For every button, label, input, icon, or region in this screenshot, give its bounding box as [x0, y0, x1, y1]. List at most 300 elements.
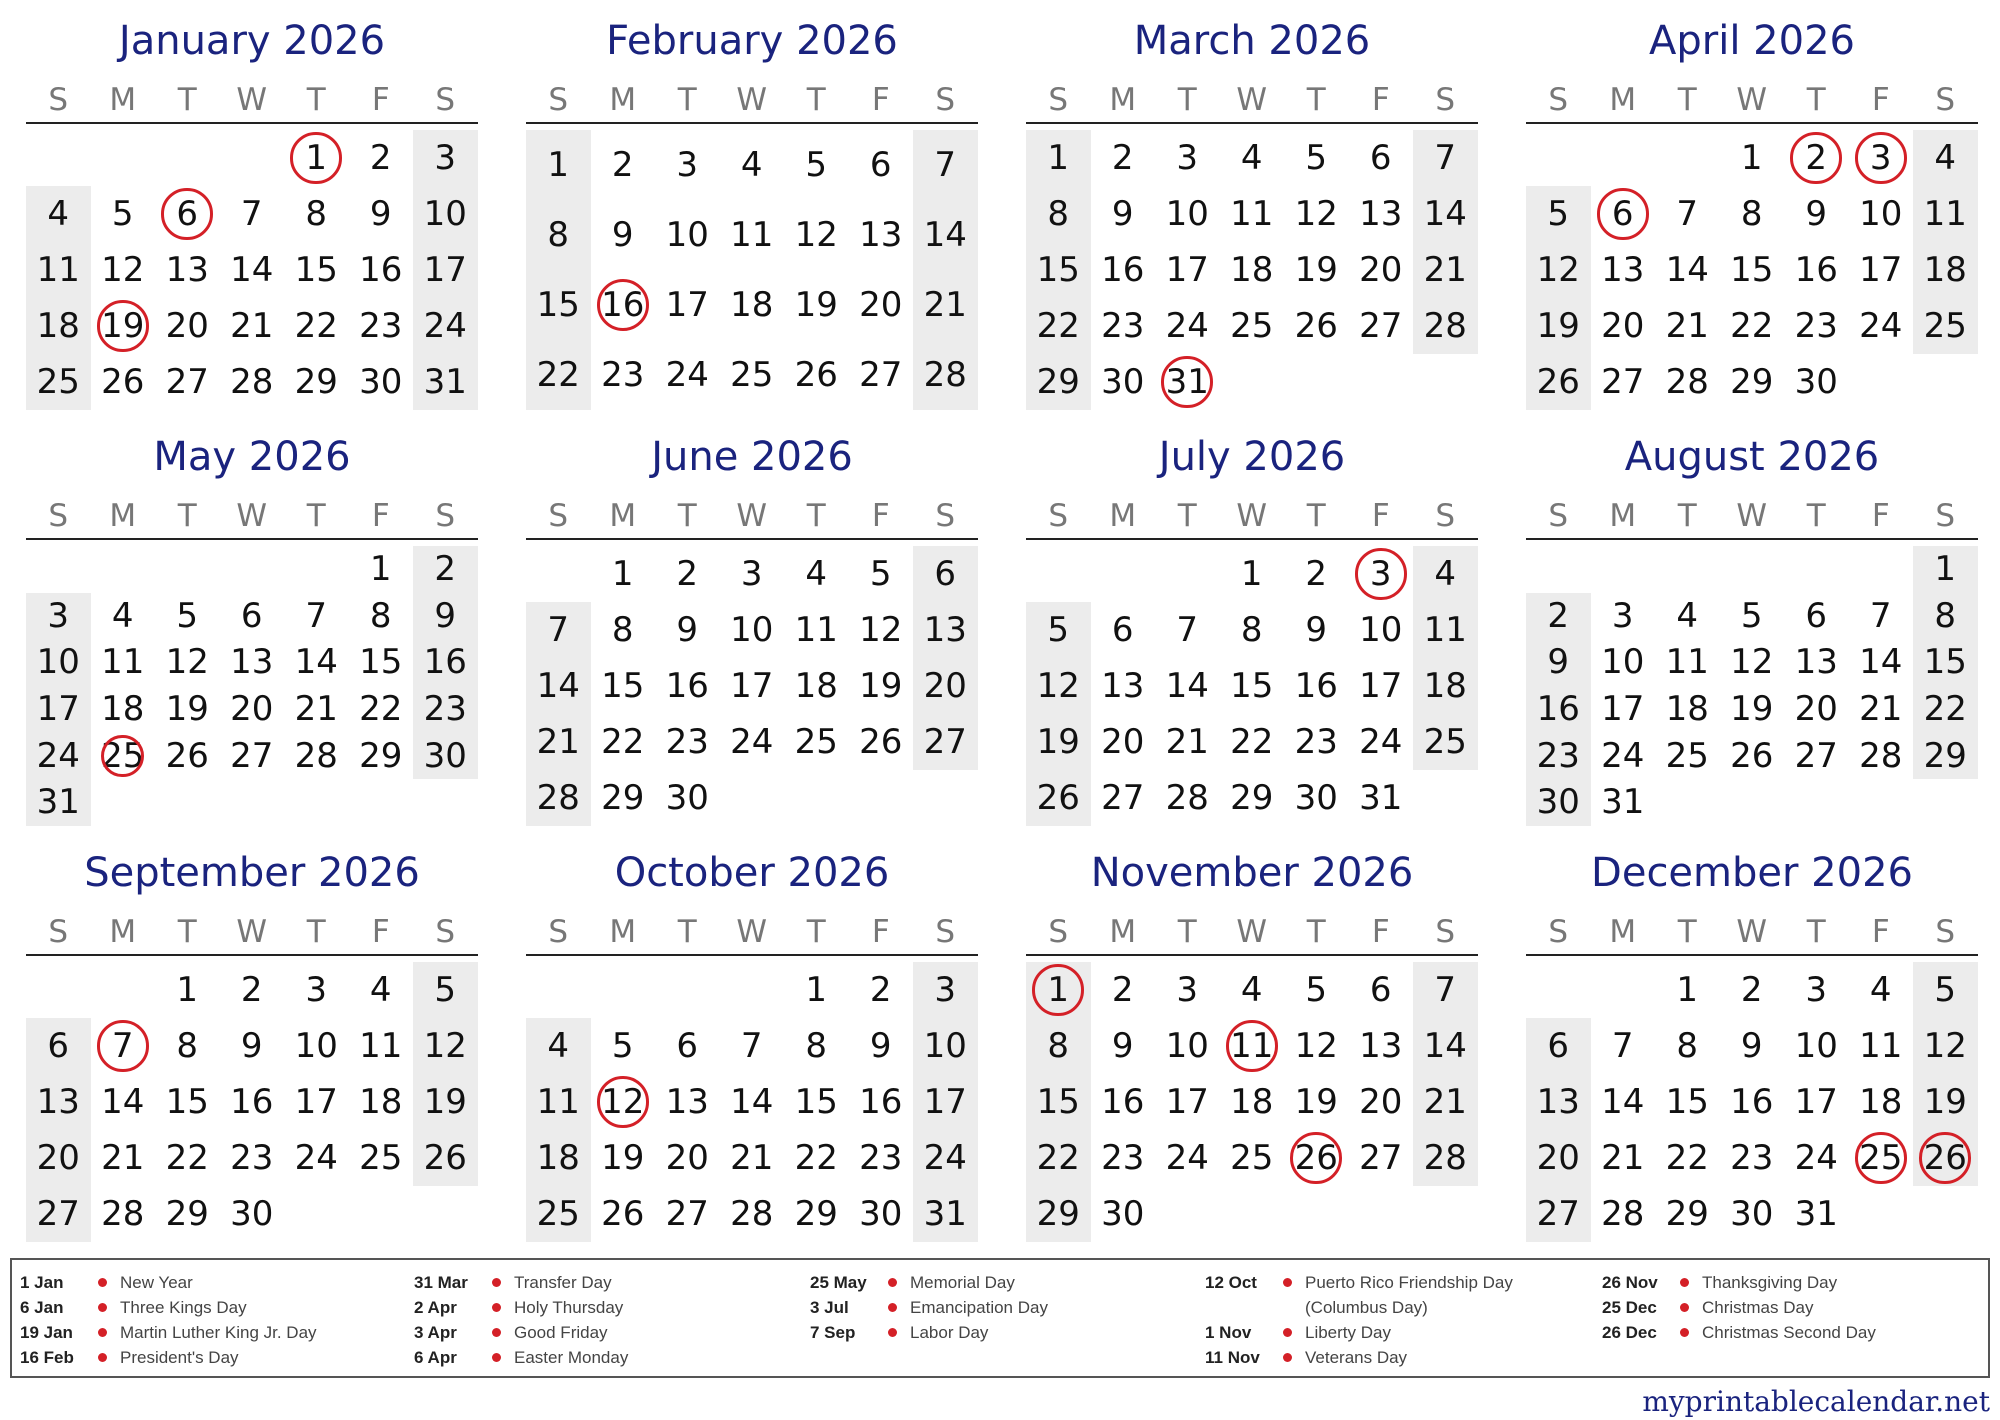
day-cell[interactable]: 1: [305, 138, 328, 178]
day-cell[interactable]: 1: [1934, 549, 1957, 589]
day-cell[interactable]: 16: [1794, 250, 1838, 290]
day-cell[interactable]: 10: [294, 1026, 338, 1066]
day-cell[interactable]: 8: [369, 595, 392, 636]
day-cell[interactable]: 9: [1305, 610, 1328, 650]
day-cell[interactable]: 13: [1536, 1082, 1580, 1122]
day-cell[interactable]: 23: [859, 1138, 903, 1178]
day-cell[interactable]: 6: [240, 595, 263, 636]
day-cell[interactable]: 13: [1794, 642, 1838, 683]
day-cell[interactable]: 8: [1740, 194, 1763, 234]
day-cell[interactable]: 24: [294, 1138, 338, 1178]
day-cell[interactable]: 11: [1230, 194, 1274, 234]
day-cell[interactable]: 18: [359, 1082, 403, 1122]
day-cell[interactable]: 15: [1665, 1082, 1709, 1122]
day-cell[interactable]: 30: [423, 735, 467, 776]
day-cell[interactable]: 12: [1923, 1026, 1967, 1066]
day-cell[interactable]: 12: [1294, 1026, 1338, 1066]
day-cell[interactable]: 20: [36, 1138, 80, 1178]
day-cell[interactable]: 13: [36, 1082, 80, 1122]
day-cell[interactable]: 11: [730, 215, 774, 255]
day-cell[interactable]: 29: [1923, 735, 1967, 776]
day-cell[interactable]: 23: [1294, 722, 1338, 762]
day-cell[interactable]: 16: [601, 285, 645, 325]
day-cell[interactable]: 4: [1869, 970, 1892, 1010]
day-cell[interactable]: 24: [1859, 306, 1903, 346]
day-cell[interactable]: 26: [1923, 1138, 1967, 1178]
day-cell[interactable]: 31: [1359, 778, 1403, 818]
day-cell[interactable]: 13: [230, 642, 274, 683]
day-cell[interactable]: 18: [730, 285, 774, 325]
day-cell[interactable]: 17: [423, 250, 467, 290]
day-cell[interactable]: 29: [165, 1194, 209, 1234]
day-cell[interactable]: 15: [794, 1082, 838, 1122]
day-cell[interactable]: 30: [1101, 362, 1145, 402]
day-cell[interactable]: 19: [1036, 722, 1080, 762]
day-cell[interactable]: 6: [47, 1026, 70, 1066]
day-cell[interactable]: 7: [111, 1026, 134, 1066]
day-cell[interactable]: 26: [1536, 362, 1580, 402]
day-cell[interactable]: 29: [1036, 362, 1080, 402]
day-cell[interactable]: 21: [536, 722, 580, 762]
day-cell[interactable]: 8: [1047, 1026, 1070, 1066]
day-cell[interactable]: 22: [359, 689, 403, 729]
day-cell[interactable]: 22: [794, 1138, 838, 1178]
day-cell[interactable]: 2: [240, 970, 263, 1010]
day-cell[interactable]: 26: [859, 722, 903, 762]
day-cell[interactable]: 9: [434, 595, 457, 636]
day-cell[interactable]: 11: [36, 250, 80, 290]
day-cell[interactable]: 28: [1601, 1194, 1645, 1234]
day-cell[interactable]: 11: [1665, 642, 1709, 683]
day-cell[interactable]: 30: [359, 362, 403, 402]
day-cell[interactable]: 28: [294, 735, 338, 776]
day-cell[interactable]: 20: [1794, 689, 1838, 729]
day-cell[interactable]: 18: [1230, 250, 1274, 290]
day-cell[interactable]: 4: [47, 194, 70, 234]
day-cell[interactable]: 10: [730, 610, 774, 650]
day-cell[interactable]: 16: [423, 642, 467, 683]
day-cell[interactable]: 11: [101, 642, 145, 683]
day-cell[interactable]: 27: [1359, 306, 1403, 346]
day-cell[interactable]: 14: [1601, 1082, 1645, 1122]
day-cell[interactable]: 29: [794, 1194, 838, 1234]
day-cell[interactable]: 3: [676, 145, 699, 185]
day-cell[interactable]: 8: [611, 610, 634, 650]
day-cell[interactable]: 23: [1536, 735, 1580, 776]
day-cell[interactable]: 2: [1111, 970, 1134, 1010]
day-cell[interactable]: 22: [294, 306, 338, 346]
day-cell[interactable]: 6: [176, 194, 199, 234]
day-cell[interactable]: 4: [1676, 595, 1699, 636]
day-cell[interactable]: 22: [536, 355, 580, 395]
day-cell[interactable]: 24: [1601, 735, 1645, 776]
day-cell[interactable]: 27: [36, 1194, 80, 1234]
day-cell[interactable]: 22: [601, 722, 645, 762]
day-cell[interactable]: 18: [536, 1138, 580, 1178]
day-cell[interactable]: 21: [730, 1138, 774, 1178]
day-cell[interactable]: 14: [1165, 666, 1209, 706]
day-cell[interactable]: 15: [1230, 666, 1274, 706]
day-cell[interactable]: 2: [369, 138, 392, 178]
day-cell[interactable]: 27: [1794, 735, 1838, 776]
day-cell[interactable]: 12: [1730, 642, 1774, 683]
day-cell[interactable]: 24: [36, 735, 80, 776]
day-cell[interactable]: 4: [111, 595, 134, 636]
day-cell[interactable]: 28: [1859, 735, 1903, 776]
day-cell[interactable]: 3: [47, 595, 70, 636]
day-cell[interactable]: 9: [1111, 194, 1134, 234]
day-cell[interactable]: 13: [1359, 1026, 1403, 1066]
day-cell[interactable]: 6: [1547, 1026, 1570, 1066]
day-cell[interactable]: 1: [1047, 970, 1070, 1010]
day-cell[interactable]: 10: [1165, 1026, 1209, 1066]
day-cell[interactable]: 19: [601, 1138, 645, 1178]
day-cell[interactable]: 20: [1536, 1138, 1580, 1178]
day-cell[interactable]: 26: [165, 735, 209, 776]
day-cell[interactable]: 5: [176, 595, 199, 636]
day-cell[interactable]: 23: [1794, 306, 1838, 346]
day-cell[interactable]: 8: [1240, 610, 1263, 650]
day-cell[interactable]: 24: [423, 306, 467, 346]
day-cell[interactable]: 3: [740, 554, 763, 594]
day-cell[interactable]: 7: [1434, 970, 1457, 1010]
day-cell[interactable]: 28: [1423, 306, 1467, 346]
day-cell[interactable]: 9: [1111, 1026, 1134, 1066]
day-cell[interactable]: 29: [1230, 778, 1274, 818]
day-cell[interactable]: 22: [165, 1138, 209, 1178]
day-cell[interactable]: 14: [1859, 642, 1903, 683]
day-cell[interactable]: 1: [1676, 970, 1699, 1010]
day-cell[interactable]: 26: [1036, 778, 1080, 818]
day-cell[interactable]: 21: [294, 689, 338, 729]
day-cell[interactable]: 5: [1047, 610, 1070, 650]
day-cell[interactable]: 16: [359, 250, 403, 290]
day-cell[interactable]: 9: [1805, 194, 1828, 234]
day-cell[interactable]: 15: [1923, 642, 1967, 683]
day-cell[interactable]: 12: [1294, 194, 1338, 234]
day-cell[interactable]: 5: [1934, 970, 1957, 1010]
day-cell[interactable]: 10: [1165, 194, 1209, 234]
day-cell[interactable]: 15: [1036, 1082, 1080, 1122]
day-cell[interactable]: 13: [859, 215, 903, 255]
day-cell[interactable]: 30: [1794, 362, 1838, 402]
day-cell[interactable]: 18: [36, 306, 80, 346]
day-cell[interactable]: 22: [1730, 306, 1774, 346]
day-cell[interactable]: 28: [230, 362, 274, 402]
day-cell[interactable]: 21: [923, 285, 967, 325]
day-cell[interactable]: 7: [547, 610, 570, 650]
day-cell[interactable]: 7: [305, 595, 328, 636]
day-cell[interactable]: 10: [665, 215, 709, 255]
day-cell[interactable]: 10: [1859, 194, 1903, 234]
day-cell[interactable]: 5: [1305, 970, 1328, 1010]
day-cell[interactable]: 3: [1176, 970, 1199, 1010]
day-cell[interactable]: 21: [1665, 306, 1709, 346]
day-cell[interactable]: 2: [676, 554, 699, 594]
day-cell[interactable]: 13: [165, 250, 209, 290]
day-cell[interactable]: 25: [794, 722, 838, 762]
day-cell[interactable]: 2: [1111, 138, 1134, 178]
day-cell[interactable]: 4: [1240, 970, 1263, 1010]
day-cell[interactable]: 12: [165, 642, 209, 683]
day-cell[interactable]: 6: [1369, 970, 1392, 1010]
day-cell[interactable]: 19: [1536, 306, 1580, 346]
day-cell[interactable]: 18: [1859, 1082, 1903, 1122]
day-cell[interactable]: 17: [1165, 250, 1209, 290]
day-cell[interactable]: 5: [805, 145, 828, 185]
day-cell[interactable]: 2: [869, 970, 892, 1010]
day-cell[interactable]: 27: [165, 362, 209, 402]
day-cell[interactable]: 19: [859, 666, 903, 706]
day-cell[interactable]: 7: [934, 145, 957, 185]
day-cell[interactable]: 31: [1794, 1194, 1838, 1234]
day-cell[interactable]: 20: [923, 666, 967, 706]
day-cell[interactable]: 1: [1240, 554, 1263, 594]
day-cell[interactable]: 19: [1730, 689, 1774, 729]
day-cell[interactable]: 9: [240, 1026, 263, 1066]
day-cell[interactable]: 7: [240, 194, 263, 234]
day-cell[interactable]: 7: [1869, 595, 1892, 636]
day-cell[interactable]: 8: [547, 215, 570, 255]
day-cell[interactable]: 27: [1536, 1194, 1580, 1234]
day-cell[interactable]: 31: [1601, 782, 1645, 823]
day-cell[interactable]: 15: [536, 285, 580, 325]
day-cell[interactable]: 10: [36, 642, 80, 683]
day-cell[interactable]: 5: [611, 1026, 634, 1066]
day-cell[interactable]: 12: [794, 215, 838, 255]
day-cell[interactable]: 4: [805, 554, 828, 594]
day-cell[interactable]: 25: [1923, 306, 1967, 346]
day-cell[interactable]: 24: [923, 1138, 967, 1178]
day-cell[interactable]: 20: [1359, 250, 1403, 290]
day-cell[interactable]: 23: [359, 306, 403, 346]
day-cell[interactable]: 23: [1101, 1138, 1145, 1178]
day-cell[interactable]: 25: [1665, 735, 1709, 776]
day-cell[interactable]: 15: [1036, 250, 1080, 290]
day-cell[interactable]: 13: [665, 1082, 709, 1122]
day-cell[interactable]: 28: [101, 1194, 145, 1234]
day-cell[interactable]: 29: [359, 735, 403, 776]
day-cell[interactable]: 11: [1423, 610, 1467, 650]
day-cell[interactable]: 24: [730, 722, 774, 762]
day-cell[interactable]: 1: [176, 970, 199, 1010]
day-cell[interactable]: 20: [165, 306, 209, 346]
day-cell[interactable]: 9: [869, 1026, 892, 1066]
day-cell[interactable]: 14: [101, 1082, 145, 1122]
day-cell[interactable]: 21: [1601, 1138, 1645, 1178]
day-cell[interactable]: 12: [1036, 666, 1080, 706]
day-cell[interactable]: 11: [536, 1082, 580, 1122]
day-cell[interactable]: 22: [1036, 1138, 1080, 1178]
day-cell[interactable]: 26: [601, 1194, 645, 1234]
day-cell[interactable]: 30: [665, 778, 709, 818]
day-cell[interactable]: 16: [665, 666, 709, 706]
day-cell[interactable]: 15: [359, 642, 403, 683]
day-cell[interactable]: 13: [1601, 250, 1645, 290]
day-cell[interactable]: 4: [547, 1026, 570, 1066]
day-cell[interactable]: 17: [923, 1082, 967, 1122]
day-cell[interactable]: 21: [1859, 689, 1903, 729]
day-cell[interactable]: 21: [1423, 1082, 1467, 1122]
day-cell[interactable]: 8: [176, 1026, 199, 1066]
day-cell[interactable]: 21: [1165, 722, 1209, 762]
day-cell[interactable]: 6: [676, 1026, 699, 1066]
day-cell[interactable]: 20: [1101, 722, 1145, 762]
day-cell[interactable]: 23: [1730, 1138, 1774, 1178]
day-cell[interactable]: 5: [434, 970, 457, 1010]
day-cell[interactable]: 18: [794, 666, 838, 706]
day-cell[interactable]: 8: [1934, 595, 1957, 636]
day-cell[interactable]: 16: [230, 1082, 274, 1122]
day-cell[interactable]: 2: [1805, 138, 1828, 178]
day-cell[interactable]: 29: [1036, 1194, 1080, 1234]
day-cell[interactable]: 2: [434, 549, 457, 589]
day-cell[interactable]: 18: [1665, 689, 1709, 729]
day-cell[interactable]: 16: [859, 1082, 903, 1122]
day-cell[interactable]: 17: [294, 1082, 338, 1122]
day-cell[interactable]: 25: [359, 1138, 403, 1178]
day-cell[interactable]: 19: [165, 689, 209, 729]
day-cell[interactable]: 2: [1740, 970, 1763, 1010]
day-cell[interactable]: 20: [1601, 306, 1645, 346]
day-cell[interactable]: 13: [1101, 666, 1145, 706]
day-cell[interactable]: 10: [423, 194, 467, 234]
day-cell[interactable]: 13: [1359, 194, 1403, 234]
day-cell[interactable]: 30: [859, 1194, 903, 1234]
day-cell[interactable]: 5: [1740, 595, 1763, 636]
day-cell[interactable]: 31: [923, 1194, 967, 1234]
day-cell[interactable]: 25: [536, 1194, 580, 1234]
day-cell[interactable]: 8: [805, 1026, 828, 1066]
day-cell[interactable]: 29: [1730, 362, 1774, 402]
day-cell[interactable]: 13: [923, 610, 967, 650]
day-cell[interactable]: 6: [1111, 610, 1134, 650]
day-cell[interactable]: 12: [101, 250, 145, 290]
day-cell[interactable]: 19: [1923, 1082, 1967, 1122]
day-cell[interactable]: 28: [730, 1194, 774, 1234]
day-cell[interactable]: 9: [611, 215, 634, 255]
day-cell[interactable]: 19: [423, 1082, 467, 1122]
day-cell[interactable]: 29: [601, 778, 645, 818]
day-cell[interactable]: 9: [1547, 642, 1570, 683]
day-cell[interactable]: 21: [101, 1138, 145, 1178]
day-cell[interactable]: 27: [923, 722, 967, 762]
day-cell[interactable]: 23: [665, 722, 709, 762]
day-cell[interactable]: 23: [1101, 306, 1145, 346]
day-cell[interactable]: 28: [1423, 1138, 1467, 1178]
day-cell[interactable]: 14: [1665, 250, 1709, 290]
day-cell[interactable]: 1: [1740, 138, 1763, 178]
day-cell[interactable]: 5: [1305, 138, 1328, 178]
day-cell[interactable]: 18: [1230, 1082, 1274, 1122]
day-cell[interactable]: 17: [1859, 250, 1903, 290]
day-cell[interactable]: 20: [859, 285, 903, 325]
day-cell[interactable]: 31: [1165, 362, 1209, 402]
day-cell[interactable]: 25: [36, 362, 80, 402]
day-cell[interactable]: 16: [1294, 666, 1338, 706]
day-cell[interactable]: 19: [1294, 1082, 1338, 1122]
day-cell[interactable]: 29: [1665, 1194, 1709, 1234]
day-cell[interactable]: 14: [294, 642, 338, 683]
day-cell[interactable]: 25: [1230, 306, 1274, 346]
day-cell[interactable]: 1: [611, 554, 634, 594]
day-cell[interactable]: 12: [423, 1026, 467, 1066]
day-cell[interactable]: 19: [101, 306, 145, 346]
day-cell[interactable]: 10: [1601, 642, 1645, 683]
day-cell[interactable]: 1: [369, 549, 392, 589]
day-cell[interactable]: 4: [1240, 138, 1263, 178]
day-cell[interactable]: 17: [730, 666, 774, 706]
day-cell[interactable]: 3: [934, 970, 957, 1010]
day-cell[interactable]: 10: [1359, 610, 1403, 650]
day-cell[interactable]: 6: [934, 554, 957, 594]
day-cell[interactable]: 24: [1359, 722, 1403, 762]
day-cell[interactable]: 3: [305, 970, 328, 1010]
day-cell[interactable]: 8: [1676, 1026, 1699, 1066]
day-cell[interactable]: 28: [923, 355, 967, 395]
day-cell[interactable]: 9: [369, 194, 392, 234]
day-cell[interactable]: 15: [165, 1082, 209, 1122]
day-cell[interactable]: 11: [1923, 194, 1967, 234]
day-cell[interactable]: 30: [1536, 782, 1580, 823]
day-cell[interactable]: 20: [665, 1138, 709, 1178]
day-cell[interactable]: 21: [1423, 250, 1467, 290]
day-cell[interactable]: 22: [1036, 306, 1080, 346]
day-cell[interactable]: 4: [1434, 554, 1457, 594]
day-cell[interactable]: 4: [1934, 138, 1957, 178]
day-cell[interactable]: 26: [1730, 735, 1774, 776]
day-cell[interactable]: 23: [601, 355, 645, 395]
day-cell[interactable]: 15: [601, 666, 645, 706]
day-cell[interactable]: 30: [230, 1194, 274, 1234]
day-cell[interactable]: 3: [1805, 970, 1828, 1010]
day-cell[interactable]: 8: [305, 194, 328, 234]
day-cell[interactable]: 6: [1369, 138, 1392, 178]
day-cell[interactable]: 15: [294, 250, 338, 290]
day-cell[interactable]: 27: [859, 355, 903, 395]
day-cell[interactable]: 23: [230, 1138, 274, 1178]
day-cell[interactable]: 17: [1601, 689, 1645, 729]
day-cell[interactable]: 26: [1294, 306, 1338, 346]
site-footer[interactable]: myprintablecalendar.net: [1642, 1385, 1990, 1418]
day-cell[interactable]: 7: [740, 1026, 763, 1066]
day-cell[interactable]: 28: [536, 778, 580, 818]
day-cell[interactable]: 30: [1730, 1194, 1774, 1234]
day-cell[interactable]: 6: [869, 145, 892, 185]
day-cell[interactable]: 7: [1176, 610, 1199, 650]
day-cell[interactable]: 27: [665, 1194, 709, 1234]
day-cell[interactable]: 19: [794, 285, 838, 325]
day-cell[interactable]: 14: [1423, 1026, 1467, 1066]
day-cell[interactable]: 5: [111, 194, 134, 234]
day-cell[interactable]: 18: [101, 689, 145, 729]
day-cell[interactable]: 4: [740, 145, 763, 185]
day-cell[interactable]: 30: [1101, 1194, 1145, 1234]
day-cell[interactable]: 1: [547, 145, 570, 185]
day-cell[interactable]: 3: [1369, 554, 1392, 594]
day-cell[interactable]: 14: [923, 215, 967, 255]
day-cell[interactable]: 9: [1740, 1026, 1763, 1066]
day-cell[interactable]: 1: [805, 970, 828, 1010]
day-cell[interactable]: 22: [1923, 689, 1967, 729]
day-cell[interactable]: 3: [1869, 138, 1892, 178]
day-cell[interactable]: 29: [294, 362, 338, 402]
day-cell[interactable]: 3: [1176, 138, 1199, 178]
day-cell[interactable]: 22: [1230, 722, 1274, 762]
day-cell[interactable]: 10: [1794, 1026, 1838, 1066]
day-cell[interactable]: 12: [859, 610, 903, 650]
day-cell[interactable]: 8: [1047, 194, 1070, 234]
